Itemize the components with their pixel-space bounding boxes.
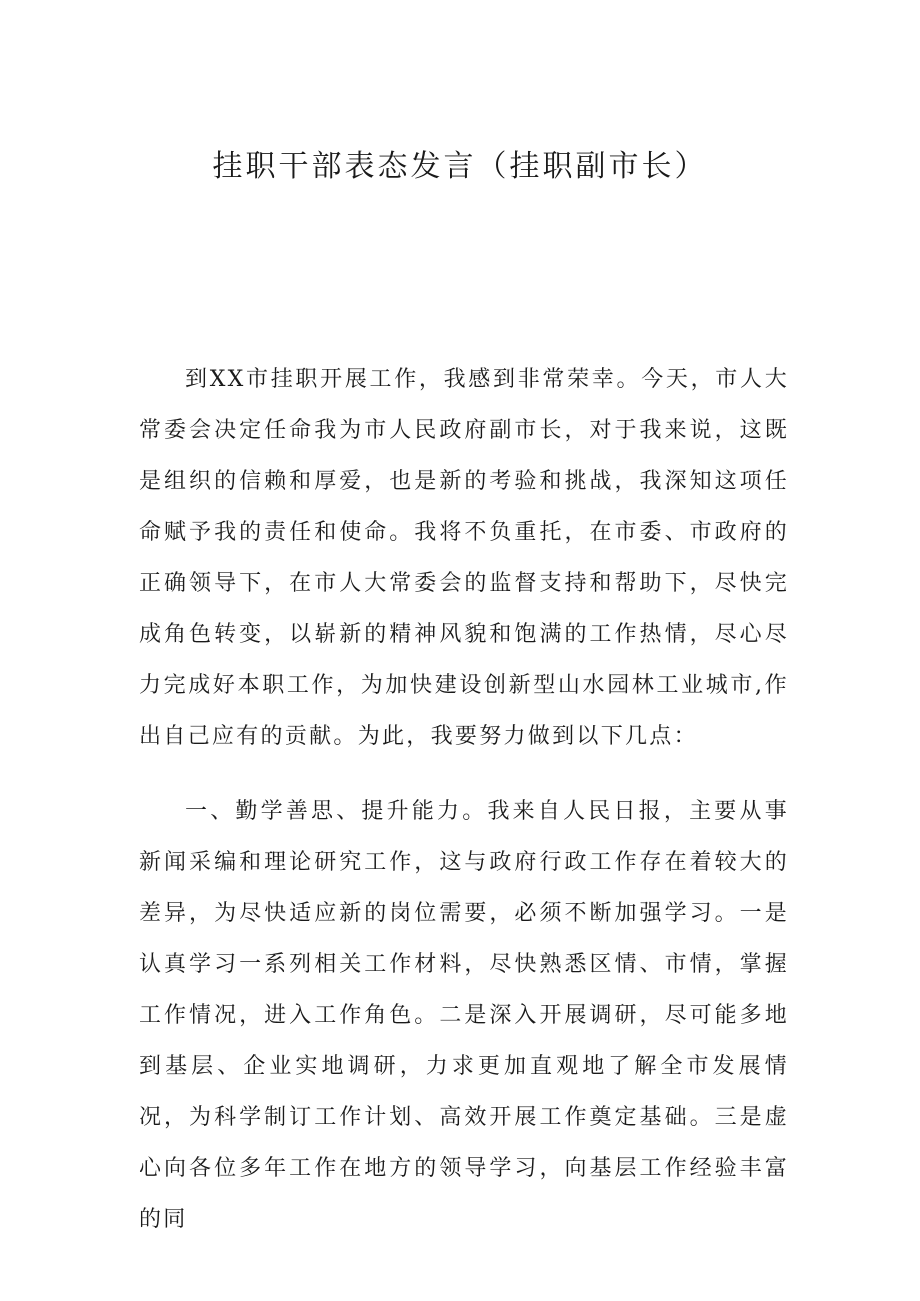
- body-paragraph-2: 一、勤学善思、提升能力。我来自人民日报，主要从事新闻采编和理论研究工作，这与政府行政工作存在着较大的差异，为尽快适应新的岗位需要，必须不断加强学习。一是认真学习一系列相关工作材料，尽快熟悉区情、市情，掌握工作情况，进入工作角色。二是深入开展调研，尽可能多地到基层、企业实地调研，力求更加直观地了解全市发展情况，为科学制订工作计划、高效开展工作奠定基础。三是虚心向各位多年工作在地方的领导学习，向基层工作经验丰富的同: [139, 799, 789, 1232]
- body-paragraph-1: 到XX市挂职开展工作，我感到非常荣幸。今天，市人大常委会决定任命我为市人民政府副市长，对于我来说，这既是组织的信赖和厚爱，也是新的考验和挑战，我深知这项任命赋予我的责任和使命。我将不负重托，在市委、市政府的正确领导下，在市人大常委会的监督支持和帮助下，尽快完成角色转变，以崭新的精神风貌和饱满的工作热情，尽心尽力完成好本职工作，为加快建设创新型山水园林工业城市,作出自己应有的贡献。为此，我要努力做到以下几点：: [139, 367, 789, 749]
- document-title: 挂职干部表态发言（挂职副市长）: [212, 149, 708, 184]
